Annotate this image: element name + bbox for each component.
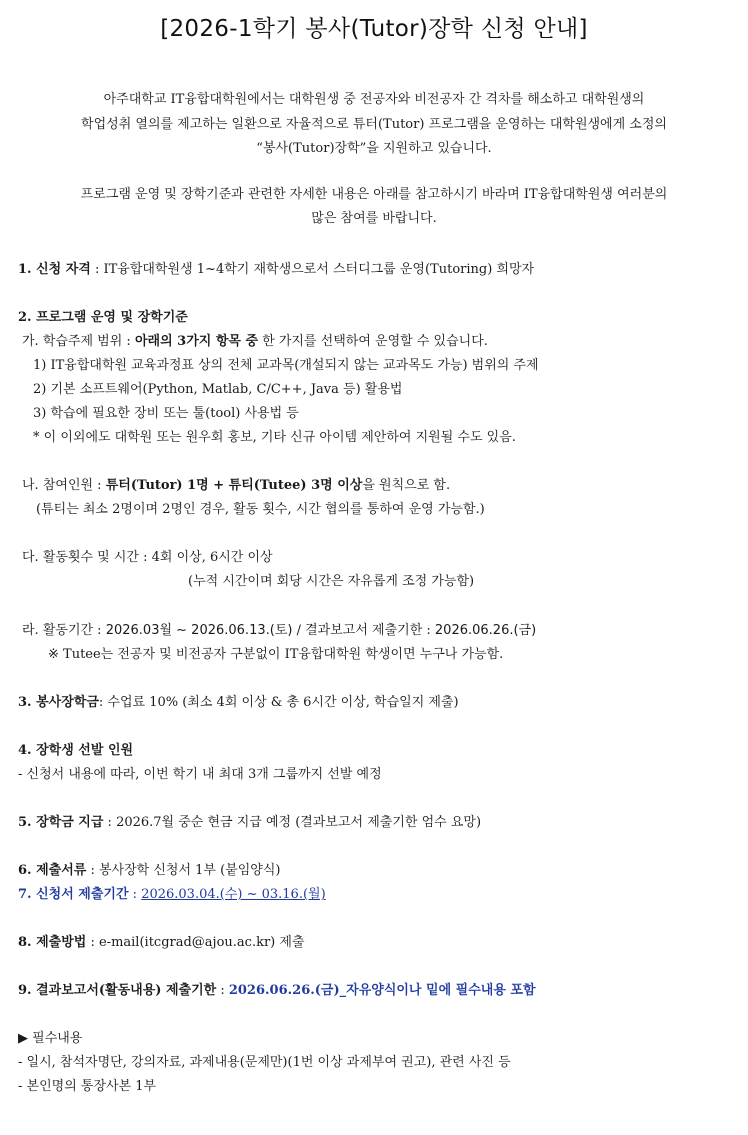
note-text: ※ Tutee는 전공자 및 비전공자 구분없이 IT융합대학원 학생이면 누구나 가능함. (48, 647, 504, 662)
section-application-period (18, 883, 326, 902)
subsection-ga (22, 330, 488, 349)
activity-period: 2026.03월 ~ 2026.06.13.(토) (105, 623, 293, 638)
section-label: 1. 신청 자격 (18, 262, 91, 277)
section-label: 9. 결과보고서(활동내용) 제출기한 (18, 983, 217, 998)
report-deadline-text: 2026.06.26.(금)_자유양식이나 밑에 필수내용 포함 (228, 983, 536, 998)
section-label: 5. 장학금 지급 (18, 815, 104, 830)
section-label: 7. 신청서 제출기간 (18, 887, 129, 902)
section-report-deadline (18, 979, 536, 998)
section-selection (18, 739, 133, 758)
intro-line: 프로그램 운영 및 장학기준과 관련한 자세한 내용은 아래를 참고하시기 바라며 IT융합대학원생 여러분의 (80, 187, 668, 202)
section-label: 3. 봉사장학금 (18, 695, 99, 710)
application-period: 2026.03.04.(수) ~ 03.16.(월) (141, 887, 326, 902)
section-program-heading (18, 306, 188, 325)
section-label: 6. 제출서류 (18, 863, 87, 878)
section-payment (18, 811, 481, 830)
section-submission-method (18, 931, 305, 950)
section-text: : 2026.7월 중순 현금 지급 예정 (결과보고서 제출기한 엄수 요망) (103, 815, 482, 830)
separator: : (216, 983, 229, 998)
subsection-da: 다. 활동횟수 및 시간 : 4회 이상, 6시간 이상 (22, 550, 273, 565)
emphasis-text: 아래의 3가지 항목 중 (134, 334, 259, 349)
section-text: : IT융합대학원생 1~4학기 재학생으로서 스터디그룹 운영(Tutoring) 희망자 (90, 262, 535, 277)
section-text: : 봉사장학 신청서 1부 (붙임양식) (86, 863, 281, 878)
list-item: 3) 학습에 필요한 장비 또는 툴(tool) 사용법 등 (33, 406, 299, 421)
page-title: [2026-1학기 봉사(Tutor)장학 신청 안내] (160, 16, 588, 42)
intro-line: 아주대학교 IT융합대학원에서는 대학원생 중 전공자와 비전공자 간 격차를 해소하고 대학원생의 (103, 92, 645, 107)
subsection-text: 가. 학습주제 범위 : (22, 334, 135, 349)
emphasis-text: 튜터(Tutor) 1명 + 튜티(Tutee) 3명 이상 (105, 478, 363, 493)
intro-line: 많은 참여를 바랍니다. (311, 211, 437, 226)
list-item: 1) IT융합대학원 교육과정표 상의 전체 교과목(개설되지 않는 교과목도 가능) 범위의 주제 (33, 358, 539, 373)
separator: : (128, 887, 142, 902)
subsection-na (22, 474, 450, 493)
intro-line: 학업성취 열의를 제고하는 일환으로 자율적으로 튜터(Tutor) 프로그램을 운영하는 대학원생에게 소정의 (81, 117, 667, 132)
section-documents (18, 859, 281, 878)
section-text: - 신청서 내용에 따라, 이번 학기 내 최대 3개 그룹까지 선발 예정 (18, 767, 382, 782)
subsection-text: 나. 참여인원 : (22, 478, 106, 493)
note-text: (튜티는 최소 2명이며 2명인 경우, 활동 횟수, 시간 협의를 통하여 운영 가능함.) (36, 502, 485, 517)
subsection-text: 한 가지를 선택하여 운영할 수 있습니다. (258, 334, 488, 349)
section-label: 8. 제출방법 (18, 935, 87, 950)
section-scholarship (18, 691, 459, 710)
subsection-ra (22, 619, 536, 638)
section-label: 4. 장학생 선발 인원 (18, 743, 134, 758)
subsection-text: 라. 활동기간 : (22, 623, 106, 638)
section-text: : 수업료 10% (최소 4회 이상 & 총 6시간 이상, 학습일지 제출) (98, 695, 459, 710)
intro-line: “봉사(Tutor)장학”을 지원하고 있습니다. (256, 141, 492, 156)
report-deadline: 2026.06.26.(금) (434, 623, 537, 638)
note-text: * 이 이외에도 대학원 또는 원우회 홍보, 기타 신규 아이템 제안하여 지원될 수도 있음. (33, 430, 516, 445)
list-item: - 본인명의 통장사본 1부 (18, 1079, 157, 1094)
subsection-text: 을 원칙으로 함. (362, 478, 451, 493)
required-heading: ▶ 필수내용 (18, 1031, 83, 1046)
subsection-text: / 결과보고서 제출기한 : (292, 623, 435, 638)
section-label: 2. 프로그램 운영 및 장학기준 (18, 310, 188, 325)
section-text: : e-mail(itcgrad@ajou.ac.kr) 제출 (86, 935, 305, 950)
list-item: - 일시, 참석자명단, 강의자료, 과제내용(문제만)(1번 이상 과제부여 권고), 관련 사진 등 (18, 1055, 511, 1070)
section-eligibility (18, 258, 534, 277)
list-item: 2) 기본 소프트웨어(Python, Matlab, C/C++, Java 등) 활용법 (33, 382, 403, 397)
note-text: (누적 시간이며 회당 시간은 자유롭게 조정 가능함) (188, 574, 475, 589)
